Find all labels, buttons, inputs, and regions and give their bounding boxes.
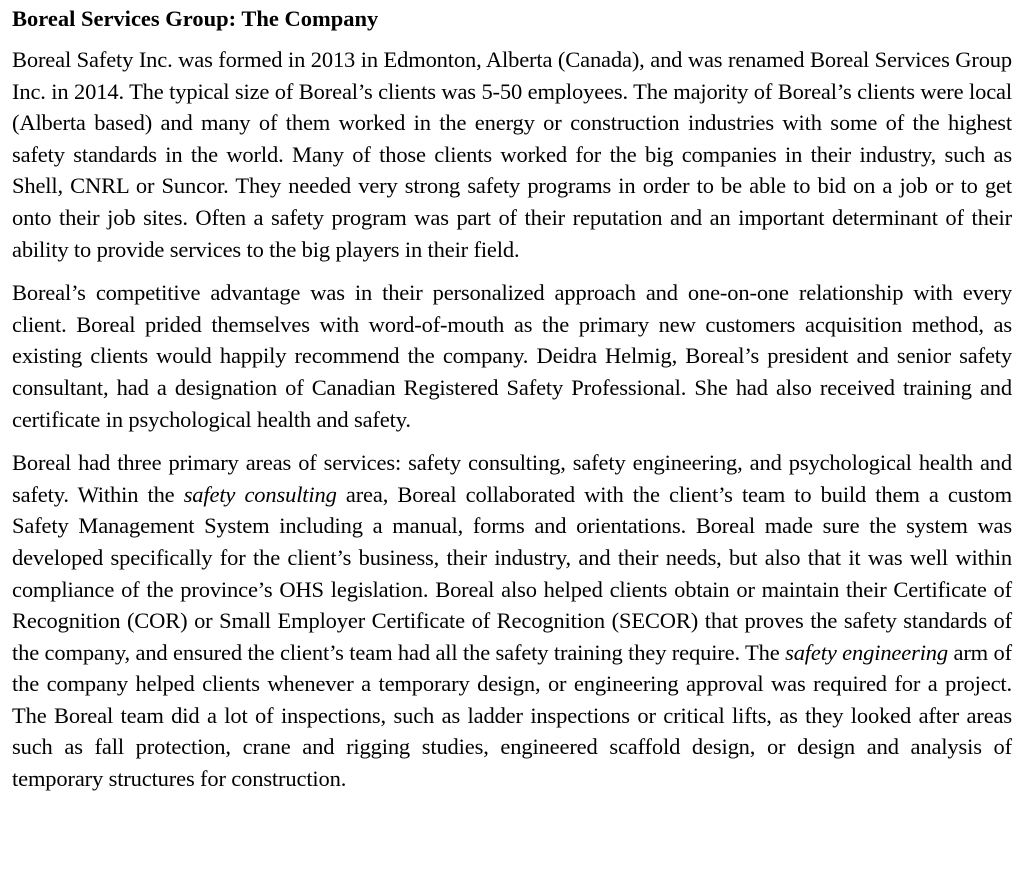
paragraph-text: Boreal’s competitive advantage was in their personalized approach and one-on-one relationship with every client. Boreal prided themselves with word-of-mouth as the primary new customers acquisition method, as existing clients would happily recommend the company. Deidra Helmig, Boreal’s president and senior safety consultant, had a designation of Canadian Registered Safety Professional. She had also received training and certificate in psychological health and safety. bbox=[12, 280, 1012, 432]
paragraph-text: Boreal had three primary areas of services: safety consulting, safety engineering, and psychological health and safety. Within the bbox=[12, 450, 1012, 507]
italic-term-safety-engineering: safety engineering bbox=[785, 639, 948, 665]
document-title: Boreal Services Group: The Company bbox=[12, 6, 379, 31]
paragraph-company-history bbox=[12, 44, 1012, 265]
paragraph-text: Boreal Safety Inc. was formed in 2013 in Edmonton, Alberta (Canada), and was renamed Boreal Services Group Inc. in 2014. The typical size of Boreal’s clients was 5-50 employees. The majority of Boreal’s clients were local (Alberta based) and many of them worked in the energy or construction industries with some of the highest safety standards in the world. Many of those clients worked for the big companies in their industry, such as Shell, CNRL or Suncor. They needed very strong safety programs in order to be able to bid on a job or to get onto their job sites. Often a safety program was part of their reputation and an important determinant of their ability to provide services to the big players in their field. bbox=[12, 47, 1012, 262]
paragraph-competitive-advantage bbox=[12, 277, 1012, 435]
paragraph-text: arm of the company helped clients whenever a temporary design, or engineering approval was required for a project. The Boreal team did a lot of inspections, such as ladder inspections or critical lifts, as they looked after areas such as fall protection, crane and rigging studies, engineered scaffold design, or design and analysis of temporary structures for construction. bbox=[12, 639, 1012, 792]
paragraph-service-areas bbox=[12, 447, 1012, 795]
italic-term-safety-consulting: safety consulting bbox=[183, 481, 337, 507]
paragraph-text: area, Boreal collaborated with the client’s team to build them a custom Safety Management System including a manual, forms and orientations. Boreal made sure the system was developed specifically for the client’s business, their industry, and their needs, but also that it was well within compliance of the province’s OHS legislation. Boreal also helped clients obtain or maintain their Certificate of Recognition (COR) or Small Employer Certificate of Recognition (SECOR) that proves the safety standards of the company, and ensured the client’s team had all the safety training they require. The bbox=[12, 481, 1012, 665]
